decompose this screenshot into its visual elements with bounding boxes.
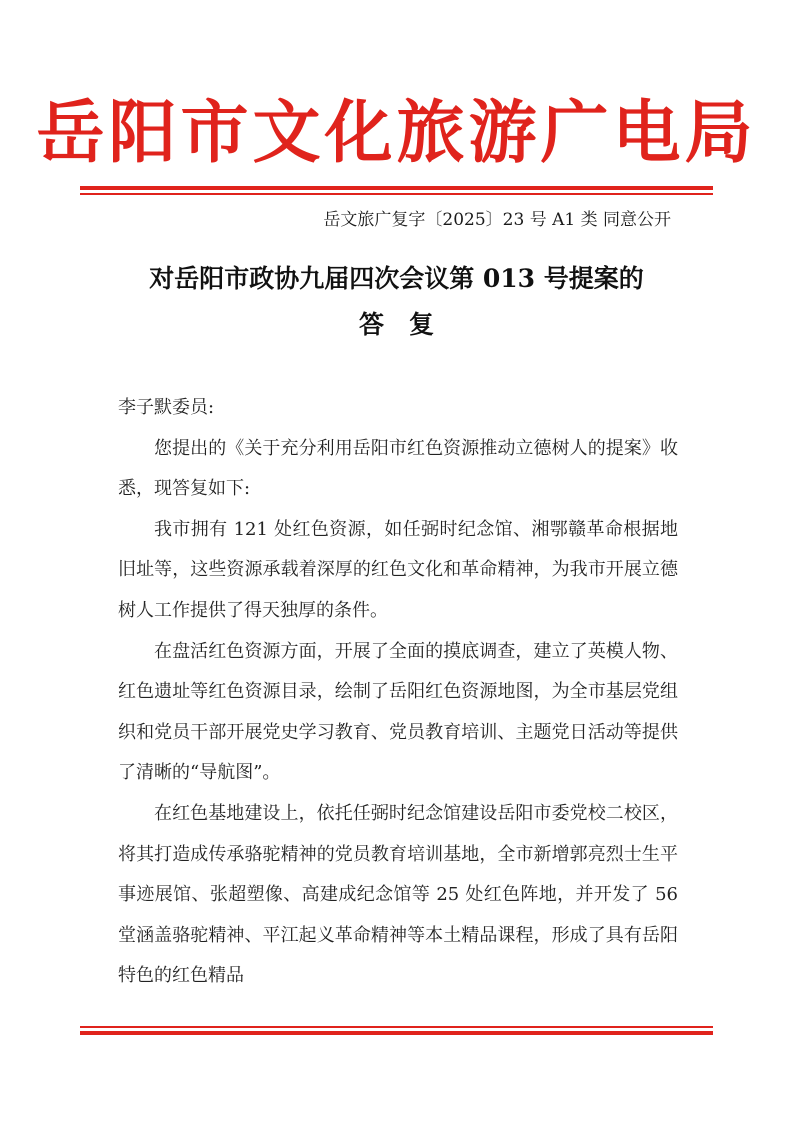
document-title-line2: 答 复 — [358, 310, 434, 339]
masthead-rule-thin — [80, 193, 713, 195]
body-paragraph: 在盘活红色资源方面，开展了全面的摸底调查，建立了英模人物、红色遗址等红色资源目录，绘制了岳阳红色资源地图，为全市基层党组织和党员干部开展党史学习教育、党员教育培训、主题党日活动等提供了清晰的“导航图”。 — [118, 640, 678, 784]
body-paragraph: 在红色基地建设上，依托任弼时纪念馆建设岳阳市委党校二校区，将其打造成传承骆驼精神的党员教育培训基地，全市新增郭亮烈士生平事迹展馆、张超塑像、高建成纪念馆等 25 处红色阵地，并开发了 56 堂涵盖骆驼精神、平江起义革命精神等本土精品课程，形成了具有岳阳特色的红色精品 — [118, 802, 678, 987]
body-paragraph: 您提出的《关于充分利用岳阳市红色资源推动立德树人的提案》收悉，现答复如下: — [118, 437, 678, 500]
masthead-rule-thick — [80, 186, 713, 190]
masthead-organization-title: 岳阳市文化旅游广电局 — [36, 93, 757, 173]
document-number: 岳文旅广复字〔2025〕23 号 A1 类 同意公开 — [323, 210, 671, 230]
footer-rule-thick — [80, 1031, 713, 1035]
footer-rule-thin — [80, 1026, 713, 1028]
document-body — [118, 388, 678, 997]
body-paragraph: 我市拥有 121 处红色资源，如任弼时纪念馆、湘鄂赣革命根据地旧址等，这些资源承载着深厚的红色文化和革命精神，为我市开展立德树人工作提供了得天独厚的条件。 — [118, 518, 678, 621]
document-title-line1: 对岳阳市政协九届四次会议第 013 号提案的 — [149, 264, 644, 293]
salutation: 李子默委员: — [118, 397, 215, 418]
